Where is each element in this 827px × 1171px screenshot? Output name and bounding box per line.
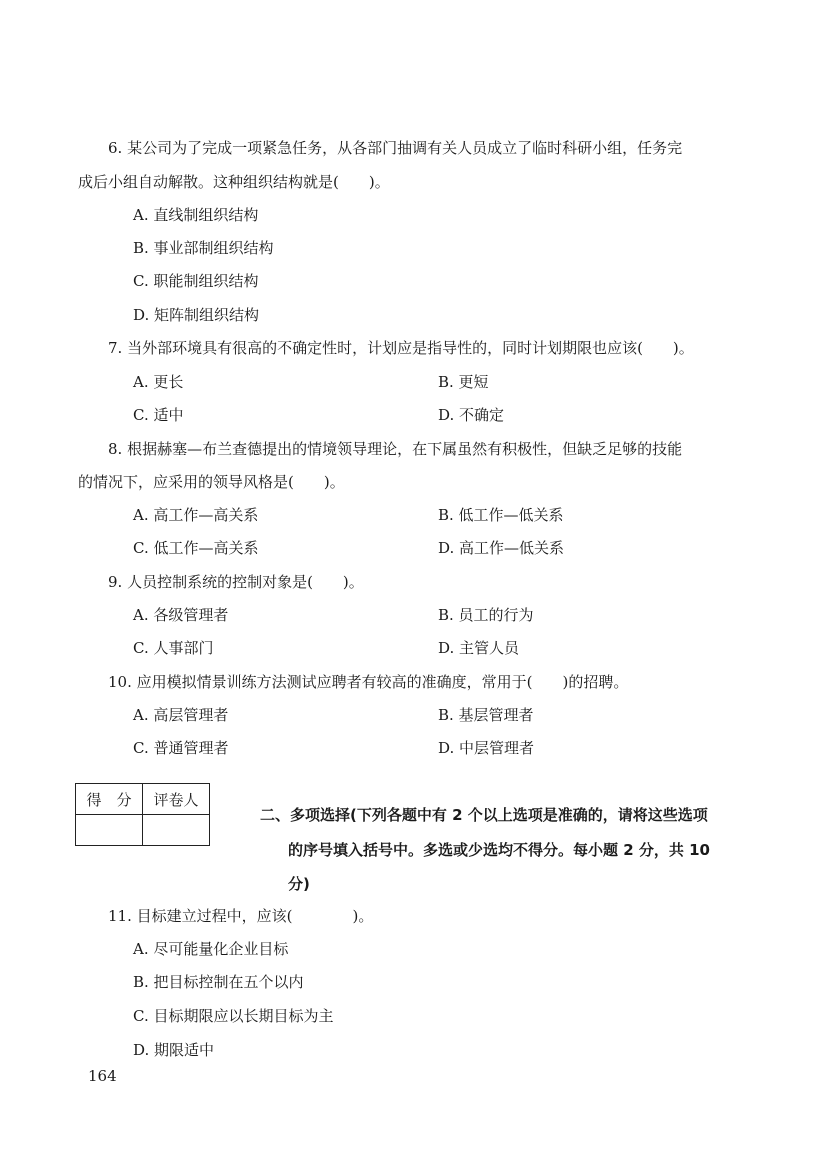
q9-option-c: C. 人事部门 <box>133 639 214 657</box>
q11-option-a: A. 尽可能量化企业目标 <box>133 940 289 958</box>
page-number: 164 <box>88 1067 117 1085</box>
q9-option-d: D. 主管人员 <box>438 639 520 657</box>
q10-option-c: C. 普通管理者 <box>133 739 229 757</box>
q11-option-c: C. 目标期限应以长期目标为主 <box>133 1007 334 1025</box>
score-table <box>75 783 210 846</box>
q6-option-b: B. 事业部制组织结构 <box>133 239 274 257</box>
q10-option-d: D. 中层管理者 <box>438 739 535 757</box>
q6-option-d: D. 矩阵制组织结构 <box>133 306 260 324</box>
q6-option-c: C. 职能制组织结构 <box>133 272 259 290</box>
score-cell[interactable] <box>76 815 143 846</box>
q8-option-a: A. 高工作—高关系 <box>133 506 259 524</box>
q11-stem-line1: 11. 目标建立过程中，应该( )。 <box>108 907 374 925</box>
grader-label: 评卷人 <box>143 784 210 815</box>
q8-stem-line1: 8. 根据赫塞—布兰查德提出的情境领导理论，在下属虽然有积极性，但缺乏足够的技能 <box>108 440 683 458</box>
q8-stem-line2: 的情况下，应采用的领导风格是( )。 <box>78 473 345 491</box>
q7-option-a: A. 更长 <box>133 373 184 391</box>
section2-heading-line3: 分) <box>288 875 310 893</box>
q7-stem-line1: 7. 当外部环境具有很高的不确定性时，计划应是指导性的，同时计划期限也应该( )。 <box>108 339 694 357</box>
q6-option-a: A. 直线制组织结构 <box>133 206 259 224</box>
q9-option-b: B. 员工的行为 <box>438 606 534 624</box>
q11-option-b: B. 把目标控制在五个以内 <box>133 973 304 991</box>
q9-stem-line1: 9. 人员控制系统的控制对象是( )。 <box>108 573 364 591</box>
grader-cell[interactable] <box>143 815 210 846</box>
section2-heading-line1: 二、多项选择(下列各题中有 2 个以上选项是准确的，请将这些选项 <box>260 806 708 824</box>
q7-option-c: C. 适中 <box>133 406 184 424</box>
score-label: 得 分 <box>76 784 143 815</box>
section2-heading-line2: 的序号填入括号中。多选或少选均不得分。每小题 2 分，共 10 <box>288 841 710 859</box>
q10-option-b: B. 基层管理者 <box>438 706 534 724</box>
q11-option-d: D. 期限适中 <box>133 1041 215 1059</box>
q6-stem-line1: 6. 某公司为了完成一项紧急任务，从各部门抽调有关人员成立了临时科研小组，任务完 <box>108 139 683 157</box>
q10-option-a: A. 高层管理者 <box>133 706 229 724</box>
q10-stem-line1: 10. 应用模拟情景训练方法测试应聘者有较高的准确度，常用于( )的招聘。 <box>108 673 629 691</box>
q9-option-a: A. 各级管理者 <box>133 606 229 624</box>
q6-stem-line2: 成后小组自动解散。这种组织结构就是( )。 <box>78 173 390 191</box>
q7-option-b: B. 更短 <box>438 373 489 391</box>
q8-option-d: D. 高工作—低关系 <box>438 539 565 557</box>
q8-option-b: B. 低工作—低关系 <box>438 506 564 524</box>
q8-option-c: C. 低工作—高关系 <box>133 539 259 557</box>
q7-option-d: D. 不确定 <box>438 406 505 424</box>
